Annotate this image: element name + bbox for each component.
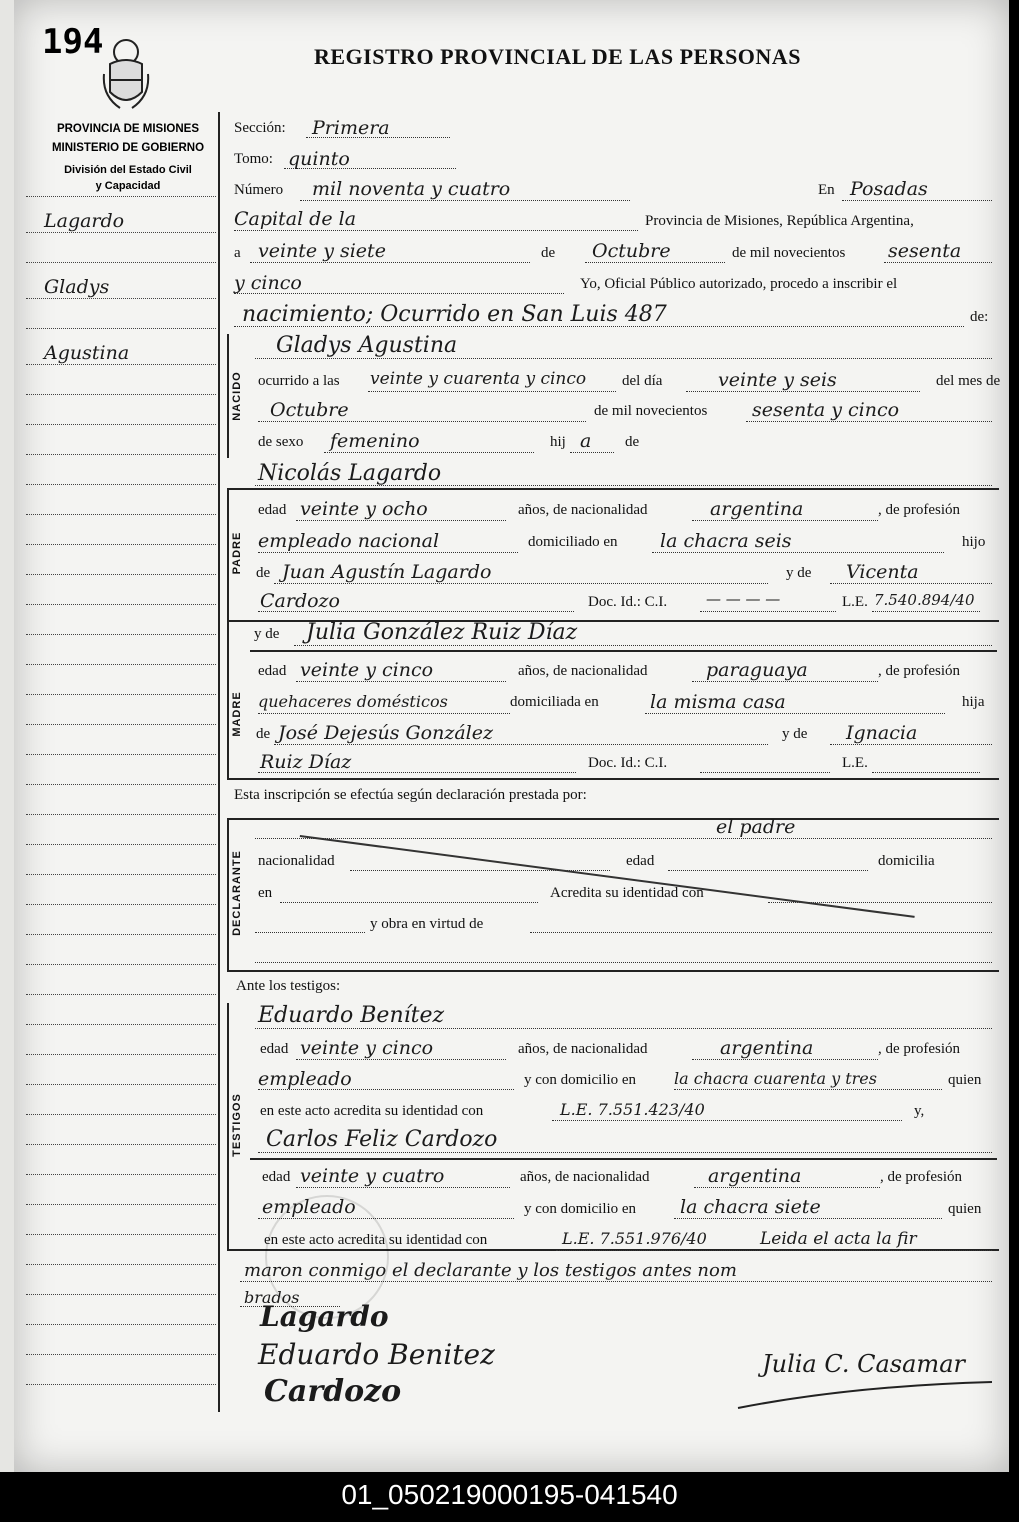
- madre-edad: veinte y cinco: [300, 659, 434, 681]
- nacido-anio: sesenta y cinco: [752, 399, 900, 421]
- document-number: 194: [42, 22, 104, 62]
- testigo1-acredita-label: en este acto acredita su identidad con: [260, 1103, 484, 1119]
- padre-domicilio: la chacra seis: [660, 530, 792, 552]
- declarante-intro: Esta inscripción se efectúa según declaración prestada por:: [234, 787, 587, 803]
- sexo-label: de sexo: [258, 434, 304, 450]
- signature-flourish: [730, 1376, 1000, 1416]
- tomo-value: quinto: [288, 148, 350, 170]
- de-label: de: [541, 245, 556, 261]
- padre-hijo-label: hijo: [962, 534, 986, 550]
- fecha-anio-value: sesenta: [888, 240, 962, 262]
- declarante-edad-label: edad: [626, 853, 655, 869]
- numero-value: mil noventa y cuatro: [312, 178, 511, 200]
- ministry-line-4: y Capacidad: [95, 180, 161, 192]
- madre-hija-label: hija: [962, 694, 985, 710]
- a-label: a: [234, 245, 241, 261]
- fecha-mes-value: Octubre: [592, 240, 671, 262]
- padre-nac-label: años, de nacionalidad: [518, 502, 648, 518]
- testigo1-nac: argentina: [720, 1037, 814, 1059]
- sidebar-first-name: Gladys: [44, 276, 110, 298]
- testigo2-quien-label: quien: [948, 1201, 982, 1217]
- madre-madre-de2: Ruiz Díaz: [260, 751, 352, 773]
- testigo2-nac-label: años, de nacionalidad: [520, 1169, 650, 1185]
- madre-prof-label: , de profesión: [878, 663, 961, 679]
- ministry-line-1: PROVINCIA DE MISIONES: [56, 123, 200, 135]
- signature-testigo-2: Cardozo: [264, 1374, 402, 1409]
- testigo2-edad: veinte y cuatro: [300, 1165, 445, 1187]
- testigo2-acredita-label: en este acto acredita su identidad con: [264, 1232, 488, 1248]
- testigo2-edad-label: edad: [262, 1169, 291, 1185]
- declarante-quien: el padre: [716, 816, 796, 838]
- declarante-dom-label: domicilia: [878, 853, 935, 869]
- fecha-anio2-value: y cinco: [234, 272, 302, 294]
- seccion-label: Sección:: [234, 120, 286, 136]
- anio-label: de mil novecientos: [732, 245, 846, 261]
- nacido-mes: Octubre: [270, 399, 349, 421]
- testigo1-prof: empleado: [258, 1068, 352, 1090]
- testigo2-nombre: Carlos Feliz Cardozo: [266, 1127, 498, 1152]
- padre-madre-de: Vicenta: [846, 561, 919, 583]
- ciudad2-value: Capital de la: [234, 208, 357, 230]
- sidebar-second-name: Agustina: [44, 342, 130, 364]
- testigo1-dom-label: y con domicilio en: [524, 1072, 637, 1088]
- testigo1-nombre: Eduardo Benítez: [258, 1003, 445, 1028]
- testigo1-quien-label: quien: [948, 1072, 982, 1088]
- madre-label: MADRE: [231, 691, 243, 737]
- coat-of-arms-icon: [100, 34, 152, 114]
- declarante-nac-label: nacionalidad: [258, 853, 335, 869]
- madre-yde-label: y de: [254, 626, 280, 642]
- padre-de-label: de: [256, 565, 271, 581]
- testigo1-edad-label: edad: [260, 1041, 289, 1057]
- fecha-dia-value: veinte y siete: [258, 240, 386, 262]
- declarante-obra-label: y obra en virtud de: [370, 916, 484, 932]
- madre-padre-de: José Dejesús González: [278, 722, 494, 744]
- madre-nombre: Julia González Ruiz Díaz: [306, 620, 578, 645]
- padre-edad-label: edad: [258, 502, 287, 518]
- ministry-line-3: División del Estado Civil: [64, 164, 192, 176]
- testigo1-nac-label: años, de nacionalidad: [518, 1041, 648, 1057]
- testigo2-doc: L.E. 7.551.976/40: [562, 1229, 707, 1248]
- padre-nacionalidad: argentina: [710, 498, 804, 520]
- padre-doc-label: Doc. Id.: C.I.: [588, 594, 668, 610]
- acto-value: nacimiento; Ocurrido en San Luis 487: [242, 302, 667, 327]
- sidebar-divider: [218, 112, 220, 1412]
- padre-padre-de: Juan Agustín Lagardo: [282, 561, 492, 583]
- signature-testigo-1: Eduardo Benitez: [258, 1338, 495, 1371]
- testigos-label: TESTIGOS: [231, 1093, 243, 1157]
- madre-nac-label: años, de nacionalidad: [518, 663, 648, 679]
- nacido-anio-label: de mil novecientos: [594, 403, 708, 419]
- numero-label: Número: [234, 182, 284, 198]
- padre-prof-label: , de profesión: [878, 502, 961, 518]
- signature-padre: Lagardo: [260, 1300, 389, 1333]
- image-footer-code: 01_050219000195-041540: [0, 1472, 1019, 1522]
- madre-madre-de: Ignacia: [846, 722, 918, 744]
- ministry-line-2: MINISTERIO DE GOBIERNO: [51, 142, 205, 154]
- del-mes-label: del mes de: [936, 373, 1001, 389]
- signature-oficial: Julia C. Casamar: [762, 1350, 965, 1378]
- nacido-hij-suffix: a: [580, 430, 592, 452]
- cierre-line-1: Leida el acta la fir: [760, 1229, 917, 1249]
- madre-de-label: de: [256, 726, 271, 742]
- nacido-dia: veinte y seis: [718, 369, 837, 391]
- testigo2-prof-label: , de profesión: [880, 1169, 963, 1185]
- madre-domicilio: la misma casa: [650, 691, 786, 713]
- testigos-intro: Ante los testigos:: [236, 978, 341, 994]
- hij-label: hij: [550, 434, 566, 450]
- madre-doc-label: Doc. Id.: C.I.: [588, 755, 668, 771]
- nacido-de-label: de: [625, 434, 640, 450]
- tomo-label: Tomo:: [234, 151, 273, 167]
- padre-profesion: empleado nacional: [258, 530, 440, 552]
- oficial-text: Yo, Oficial Público autorizado, procedo a inscribir el: [580, 276, 898, 292]
- page-title: REGISTRO PROVINCIAL DE LAS PERSONAS: [314, 44, 801, 69]
- padre-doc-ci: — — — —: [706, 590, 781, 608]
- testigo2-dom: la chacra siete: [680, 1196, 821, 1218]
- madre-yde2-label: y de: [782, 726, 808, 742]
- nacido-sexo: femenino: [330, 430, 420, 452]
- padre-label: PADRE: [231, 531, 243, 575]
- nacido-hora: veinte y cuarenta y cinco: [370, 369, 587, 389]
- madre-edad-label: edad: [258, 663, 287, 679]
- declarante-label: DECLARANTE: [231, 850, 243, 936]
- padre-le: 7.540.894/40: [874, 591, 975, 609]
- cierre-line-3: brados: [244, 1288, 300, 1307]
- padre-le-label: L.E.: [842, 594, 868, 610]
- testigo1-edad: veinte y cinco: [300, 1037, 434, 1059]
- testigo2-dom-label: y con domicilio en: [524, 1201, 637, 1217]
- padre-edad: veinte y ocho: [300, 498, 428, 520]
- padre-madre-de2: Cardozo: [260, 590, 340, 612]
- testigo1-prof-label: , de profesión: [878, 1041, 961, 1057]
- testigo1-doc: L.E. 7.551.423/40: [560, 1100, 705, 1119]
- testigo1-dom: la chacra cuarenta y tres: [674, 1069, 877, 1088]
- nacido-label: NACIDO: [231, 371, 243, 421]
- del-dia-label: del día: [622, 373, 663, 389]
- padre-yde-label: y de: [786, 565, 812, 581]
- ocurrido-label: ocurrido a las: [258, 373, 340, 389]
- provincia-text: Provincia de Misiones, República Argentina,: [645, 213, 914, 229]
- seccion-value: Primera: [312, 117, 390, 139]
- testigo2-nac: argentina: [708, 1165, 802, 1187]
- en-label: En: [818, 182, 835, 198]
- declarante-en-label: en: [258, 885, 273, 901]
- madre-profesion: quehaceres domésticos: [258, 692, 448, 711]
- testigo2-prof: empleado: [262, 1196, 356, 1218]
- madre-dom-label: domiciliada en: [510, 694, 599, 710]
- madre-le-label: L.E.: [842, 755, 868, 771]
- de-colon-label: de:: [970, 309, 989, 325]
- declarante-acredita-label: Acredita su identidad con: [550, 885, 704, 901]
- ciudad-value: Posadas: [850, 178, 928, 200]
- madre-nacionalidad: paraguaya: [706, 659, 808, 681]
- nacido-nombre: Gladys Agustina: [276, 333, 458, 358]
- padre-dom-label: domiciliado en: [528, 534, 618, 550]
- testigo1-y-label: y,: [914, 1103, 925, 1119]
- padre-nombre: Nicolás Lagardo: [258, 461, 442, 486]
- sidebar-surname: Lagardo: [44, 210, 125, 232]
- cierre-line-2: maron conmigo el declarante y los testigos antes nom: [244, 1260, 737, 1281]
